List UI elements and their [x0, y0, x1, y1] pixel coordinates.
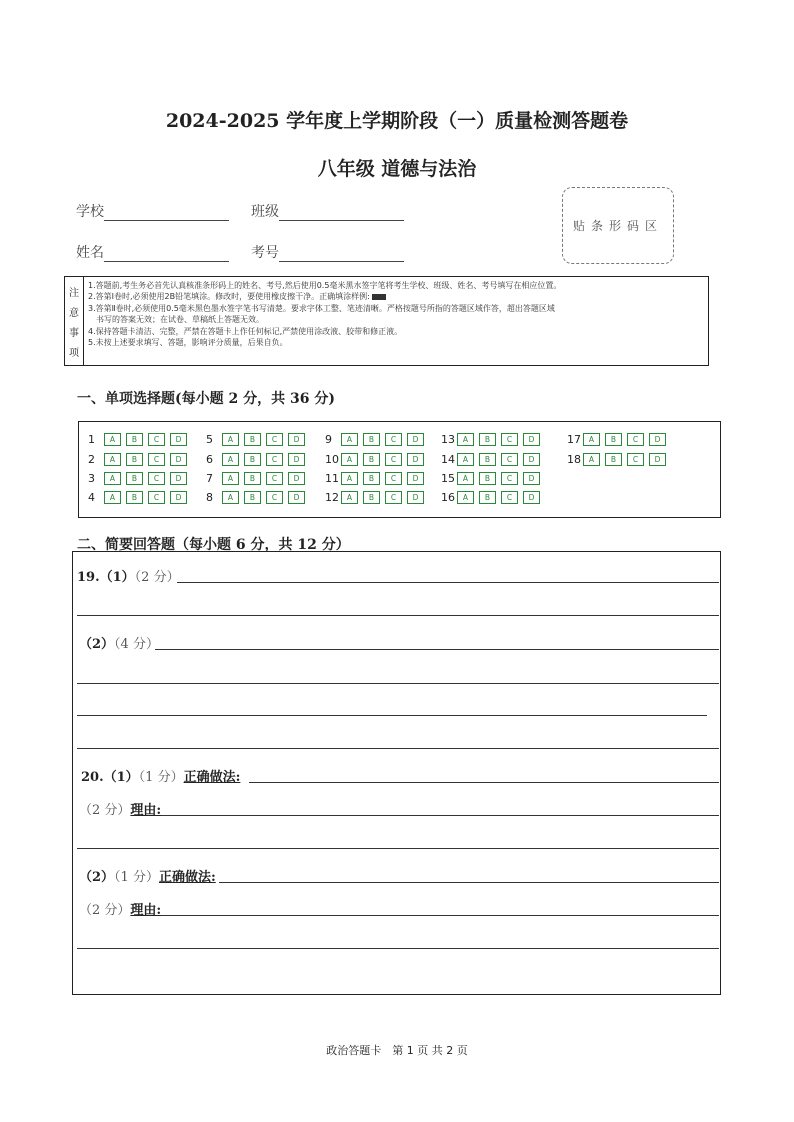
option-bubble[interactable]: B — [363, 453, 380, 466]
option-bubble[interactable]: B — [363, 472, 380, 485]
answer-line[interactable] — [77, 683, 719, 684]
option-bubble[interactable]: A — [457, 472, 474, 485]
option-bubble[interactable]: B — [479, 433, 496, 446]
filled-sample-icon — [372, 294, 386, 300]
choice-question — [325, 490, 429, 504]
q20-part2-points: （1 分） — [114, 870, 159, 885]
notice-body — [84, 277, 708, 365]
option-bubble[interactable]: D — [523, 472, 540, 485]
q19-part2 — [79, 633, 159, 652]
exam-no-label: 考号 — [251, 245, 279, 261]
name-field[interactable] — [76, 242, 229, 262]
choice-question — [88, 452, 192, 466]
option-bubble[interactable]: C — [148, 453, 165, 466]
option-bubble[interactable]: C — [148, 491, 165, 504]
option-bubble[interactable]: D — [170, 472, 187, 485]
notice-label-char: 注 — [69, 287, 79, 299]
option-bubble[interactable]: B — [363, 491, 380, 504]
page-subtitle: 八年级 道德与法治 — [317, 158, 477, 180]
choice-question — [206, 452, 310, 466]
choice-question — [441, 471, 545, 485]
notice-label-char: 项 — [69, 347, 79, 359]
notice-item — [88, 291, 704, 302]
option-bubble[interactable]: B — [244, 472, 261, 485]
notice-box — [64, 276, 709, 366]
class-label: 班级 — [251, 204, 279, 220]
option-bubble[interactable]: C — [501, 472, 518, 485]
q20-part2 — [79, 866, 216, 885]
page-title: 2024-2025 学年度上学期阶段（一）质量检测答题卷 — [165, 110, 629, 132]
q20-part1-reason-points: （2 分） — [79, 803, 131, 818]
option-bubble[interactable]: C — [385, 491, 402, 504]
question-number: 18 — [567, 452, 581, 466]
q20-part2-correct-label: 正确做法: — [158, 870, 216, 885]
q19-number: 19. — [77, 570, 100, 585]
barcode-area: 贴条形码区 — [562, 187, 674, 264]
option-bubble[interactable]: D — [407, 472, 424, 485]
option-bubble[interactable]: A — [222, 453, 239, 466]
q20-part2-label: （2） — [79, 870, 115, 885]
option-bubble[interactable]: D — [170, 433, 187, 446]
option-bubble[interactable]: B — [363, 433, 380, 446]
q19-part1-label: （1） — [99, 570, 135, 585]
q20-part2-reason — [79, 899, 161, 918]
q20-part2-reason-label: 理由: — [130, 903, 162, 918]
option-bubble[interactable]: D — [407, 453, 424, 466]
option-bubble[interactable]: A — [222, 491, 239, 504]
option-bubble[interactable]: D — [288, 453, 305, 466]
notice-label-char: 意 — [69, 307, 79, 319]
question-number: 9 — [325, 432, 332, 446]
exam-no-line[interactable] — [279, 247, 404, 262]
choice-question — [441, 452, 545, 466]
option-bubble[interactable]: A — [341, 453, 358, 466]
option-bubble[interactable]: D — [649, 453, 666, 466]
option-bubble[interactable]: C — [627, 433, 644, 446]
choice-question — [325, 471, 429, 485]
option-bubble[interactable]: B — [605, 453, 622, 466]
option-bubble[interactable]: B — [479, 491, 496, 504]
answer-line[interactable] — [219, 882, 719, 883]
question-number: 12 — [325, 490, 339, 504]
name-line[interactable] — [104, 247, 229, 262]
choice-question — [325, 432, 429, 446]
option-bubble[interactable]: D — [170, 453, 187, 466]
answer-line[interactable] — [155, 649, 719, 650]
q20-part2-reason-points: （2 分） — [79, 903, 131, 918]
option-bubble[interactable]: C — [266, 491, 283, 504]
question-number: 2 — [88, 452, 95, 466]
option-bubble[interactable]: D — [649, 433, 666, 446]
option-bubble[interactable]: C — [627, 453, 644, 466]
school-line[interactable] — [104, 206, 229, 221]
question-number: 16 — [441, 490, 455, 504]
answer-line[interactable] — [77, 715, 707, 716]
option-bubble[interactable]: C — [148, 472, 165, 485]
choice-question — [567, 432, 671, 446]
option-bubble[interactable]: C — [501, 491, 518, 504]
section1-title: 一、单项选择题(每小题 2 分，共 36 分) — [77, 391, 335, 407]
answer-line[interactable] — [77, 615, 719, 616]
choice-question — [88, 432, 192, 446]
answer-line[interactable] — [161, 915, 719, 916]
page-footer: 政治答题卡 第 1 页 共 2 页 — [326, 1044, 468, 1057]
option-bubble[interactable]: C — [266, 433, 283, 446]
choice-question — [206, 490, 310, 504]
question-number: 17 — [567, 432, 581, 446]
q20-number: 20. — [81, 770, 104, 785]
question-number: 4 — [88, 490, 95, 504]
option-bubble[interactable]: A — [104, 433, 121, 446]
option-bubble[interactable]: A — [104, 453, 121, 466]
school-field[interactable] — [76, 201, 229, 221]
option-bubble[interactable]: A — [583, 453, 600, 466]
option-bubble[interactable]: C — [266, 453, 283, 466]
answer-line[interactable] — [77, 948, 719, 949]
choice-question — [88, 490, 192, 504]
name-label: 姓名 — [76, 245, 104, 261]
option-bubble[interactable]: B — [126, 491, 143, 504]
notice-label-char: 事 — [69, 327, 79, 339]
option-bubble[interactable]: C — [385, 433, 402, 446]
question-number: 13 — [441, 432, 455, 446]
option-bubble[interactable]: B — [126, 433, 143, 446]
option-bubble[interactable]: B — [479, 472, 496, 485]
option-bubble[interactable]: C — [385, 472, 402, 485]
section2-title: 二、简要回答题（每小题 6 分，共 12 分） — [77, 537, 350, 553]
choice-question — [441, 490, 545, 504]
option-bubble[interactable]: A — [104, 472, 121, 485]
option-bubble[interactable]: B — [244, 453, 261, 466]
question-number: 3 — [88, 471, 95, 485]
q19-part2-points: （4 分） — [114, 637, 159, 652]
option-bubble[interactable]: B — [605, 433, 622, 446]
option-bubble[interactable]: C — [385, 453, 402, 466]
option-bubble[interactable]: D — [407, 491, 424, 504]
question-number: 6 — [206, 452, 213, 466]
notice-item: 5.未按上述要求填写、答题，影响评分质量，后果自负。 — [88, 338, 288, 348]
option-bubble[interactable]: C — [501, 433, 518, 446]
q19-part1 — [77, 566, 180, 585]
question-number: 14 — [441, 452, 455, 466]
question-number: 1 — [88, 432, 95, 446]
answer-line[interactable] — [177, 582, 719, 583]
q19-part1-points: （2 分） — [134, 570, 180, 585]
option-bubble[interactable]: C — [148, 433, 165, 446]
option-bubble[interactable]: A — [457, 453, 474, 466]
class-line[interactable] — [279, 206, 404, 221]
school-label: 学校 — [76, 204, 104, 220]
choice-question — [325, 452, 429, 466]
option-bubble[interactable]: D — [288, 491, 305, 504]
class-field[interactable] — [251, 201, 404, 221]
option-bubble[interactable]: A — [341, 491, 358, 504]
option-bubble[interactable]: A — [341, 472, 358, 485]
q19-part2-label: （2） — [79, 637, 115, 652]
exam-no-field[interactable] — [251, 242, 404, 262]
choice-question — [88, 471, 192, 485]
question-number: 5 — [206, 432, 213, 446]
choice-question — [441, 432, 545, 446]
notice-item: 4.保持答题卡清洁、完整，严禁在答题卡上作任何标记,严禁使用涂改液、胶带和修正液。 — [88, 326, 403, 336]
answer-line[interactable] — [77, 848, 719, 849]
option-bubble[interactable]: A — [457, 433, 474, 446]
option-bubble[interactable]: B — [126, 453, 143, 466]
option-bubble[interactable]: A — [341, 433, 358, 446]
question-number: 7 — [206, 471, 213, 485]
option-bubble[interactable]: D — [523, 433, 540, 446]
option-bubble[interactable]: A — [583, 433, 600, 446]
q20-part1-label: （1） — [103, 770, 139, 785]
option-bubble[interactable]: B — [126, 472, 143, 485]
notice-label — [65, 277, 84, 365]
option-bubble[interactable]: D — [407, 433, 424, 446]
choice-question — [567, 452, 671, 466]
question-number: 11 — [325, 471, 339, 485]
q20-part1 — [81, 766, 240, 785]
choice-question — [206, 432, 310, 446]
option-bubble[interactable]: B — [244, 433, 261, 446]
option-bubble[interactable]: D — [523, 491, 540, 504]
option-bubble[interactable]: A — [222, 472, 239, 485]
notice-item: 1.答题前,考生务必首先认真核准条形码上的姓名、考号,然后使用0.5毫米黑水签字笔将考生学校、班级、姓名、考号填写在相应位置。 — [88, 281, 562, 290]
notice-item: 书写的答案无效；在试卷、草稿纸上答题无效。 — [96, 315, 264, 325]
q20-part1-points: （1 分） — [138, 770, 184, 785]
q20-part1-reason-label: 理由: — [130, 803, 162, 818]
option-bubble[interactable]: D — [523, 453, 540, 466]
option-bubble[interactable]: D — [170, 491, 187, 504]
notice-item: 3.答第Ⅱ卷时,必须使用0.5毫米黑色墨水签字笔书写清楚。要求字体工整、笔迹清晰。严格按题号所指的答题区域作答，超出答题区域 — [88, 303, 555, 313]
option-bubble[interactable]: D — [288, 472, 305, 485]
option-bubble[interactable]: A — [457, 491, 474, 504]
answer-line[interactable] — [77, 748, 719, 749]
answer-line[interactable] — [161, 815, 719, 816]
question-number: 10 — [325, 452, 339, 466]
answer-line[interactable] — [249, 782, 719, 783]
question-number: 15 — [441, 471, 455, 485]
option-bubble[interactable]: C — [501, 453, 518, 466]
option-bubble[interactable]: A — [222, 433, 239, 446]
option-bubble[interactable]: D — [288, 433, 305, 446]
choice-question — [206, 471, 310, 485]
q20-part1-reason — [79, 799, 161, 818]
option-bubble[interactable]: B — [244, 491, 261, 504]
q20-part1-correct-label: 正确做法: — [183, 770, 241, 785]
option-bubble[interactable]: B — [479, 453, 496, 466]
notice-item-text: 2.答第Ⅰ卷时,必须使用2B铅笔填涂。修改时，要使用橡皮擦干净。正确填涂样例: — [88, 292, 370, 302]
answer-box[interactable] — [72, 551, 721, 995]
question-number: 8 — [206, 490, 213, 504]
option-bubble[interactable]: C — [266, 472, 283, 485]
option-bubble[interactable]: A — [104, 491, 121, 504]
